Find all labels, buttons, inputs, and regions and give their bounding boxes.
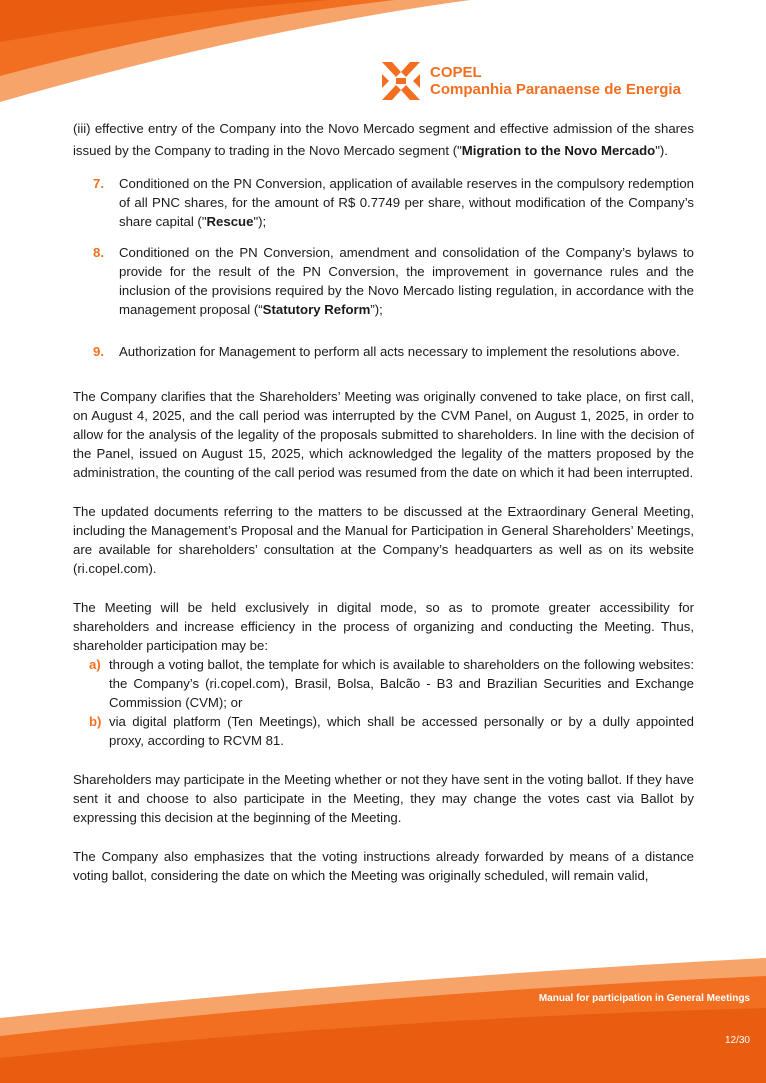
list-item-b-text: via digital platform (Ten Meetings), which shall be accessed personally or by a dully appointed proxy, according to RCVM 81. xyxy=(109,714,694,748)
item-9-text: Authorization for Management to perform all acts necessary to implement the resolutions above. xyxy=(119,344,680,359)
footer-label: Manual for participation in General Meetings xyxy=(538,993,750,1004)
copel-logo xyxy=(380,60,681,102)
item-8-text: Conditioned on the PN Conversion, amendment and consolidation of the Company’s bylaws to provide for the result of the PN Conversion, the improvement in governance rules and the inclusion of the provisions required by the Novo Mercado listing regulation, in accordance with the management proposal (“ xyxy=(119,245,694,317)
item-iii-text-end: "). xyxy=(655,143,668,158)
list-item-a-label: a) xyxy=(89,657,101,672)
item-7 xyxy=(93,174,694,231)
item-8-number: 8. xyxy=(93,245,104,260)
list-item-a-text: through a voting ballot, the template for which is available to shareholders on the following websites: the Company’s (ri.copel.com), Brasil, Bolsa, Balcão - B3 and Brazilian Securities and Exchange Commission (CVM); or xyxy=(109,657,694,710)
item-iii-text: (iii) effective entry of the Company into the Novo Mercado segment and effective admission of the shares issued by the Company to trading in the Novo Mercado segment (" xyxy=(73,121,694,158)
logo-company-full: Companhia Paranaense de Energia xyxy=(430,81,681,98)
item-8 xyxy=(93,243,694,319)
item-9 xyxy=(93,341,694,363)
item-8-bold: Statutory Reform xyxy=(262,302,371,317)
item-iii xyxy=(73,118,694,162)
item-7-text: Conditioned on the PN Conversion, application of available reserves in the compulsory redemption of all PNC shares, for the amount of R$ 0.7749 per share, without modification of the Company’s share capital (" xyxy=(119,176,694,229)
paragraph-documents: The updated documents referring to the matters to be discussed at the Extraordinary General Meeting, including the Management’s Proposal and the Manual for Participation in General Shareholders’ Meetings, are available for shareholders’ consultation at the Company’s headquarters as well as on its website (ri.copel.com). xyxy=(73,504,694,576)
list-item-b-label: b) xyxy=(89,714,102,729)
item-7-number: 7. xyxy=(93,176,104,191)
item-8-text-end: ”); xyxy=(370,302,383,317)
paragraph-call-period: The Company clarifies that the Shareholders’ Meeting was originally convened to take place, on first call, on August 4, 2025, and the call period was interrupted by the CVM Panel, on August 1, 2025, in order to allow for the analysis of the legality of the proposals submitted to shareholders. In line with the decision of the Panel, issued on August 15, 2025, which acknowledged the legality of the matters proposed by the administration, the counting of the call period was resumed from the date on which it had been interrupted. xyxy=(73,389,694,480)
paragraph-participation: Shareholders may participate in the Meeting whether or not they have sent in the voting ballot. If they have sent it and choose to also participate in the Meeting, they may change the votes cast via Ballot by expressing this decision at the beginning of the Meeting. xyxy=(73,772,694,825)
item-iii-bold: Migration to the Novo Mercado xyxy=(461,143,656,158)
page-number: 12/30 xyxy=(724,1035,750,1046)
copel-logo-icon xyxy=(380,60,422,102)
list-item-b xyxy=(89,712,694,750)
item-9-number: 9. xyxy=(93,344,104,359)
paragraph-voting-instructions: The Company also emphasizes that the voting instructions already forwarded by means of a distance voting ballot, considering the date on which the Meeting was originally scheduled, will remain valid, xyxy=(73,849,694,883)
item-7-text-end: "); xyxy=(253,214,267,229)
list-item-a xyxy=(89,655,694,712)
paragraph-digital-mode: The Meeting will be held exclusively in digital mode, so as to promote greater accessibility for shareholders and increase efficiency in the process of organizing and conducting the Meeting. Thus, shareholder participation may be: xyxy=(73,600,694,653)
logo-company-short: COPEL xyxy=(430,64,482,81)
footer-swoosh-decoration xyxy=(0,958,766,1083)
document-body xyxy=(73,118,694,885)
item-7-bold: Rescue xyxy=(206,214,254,229)
